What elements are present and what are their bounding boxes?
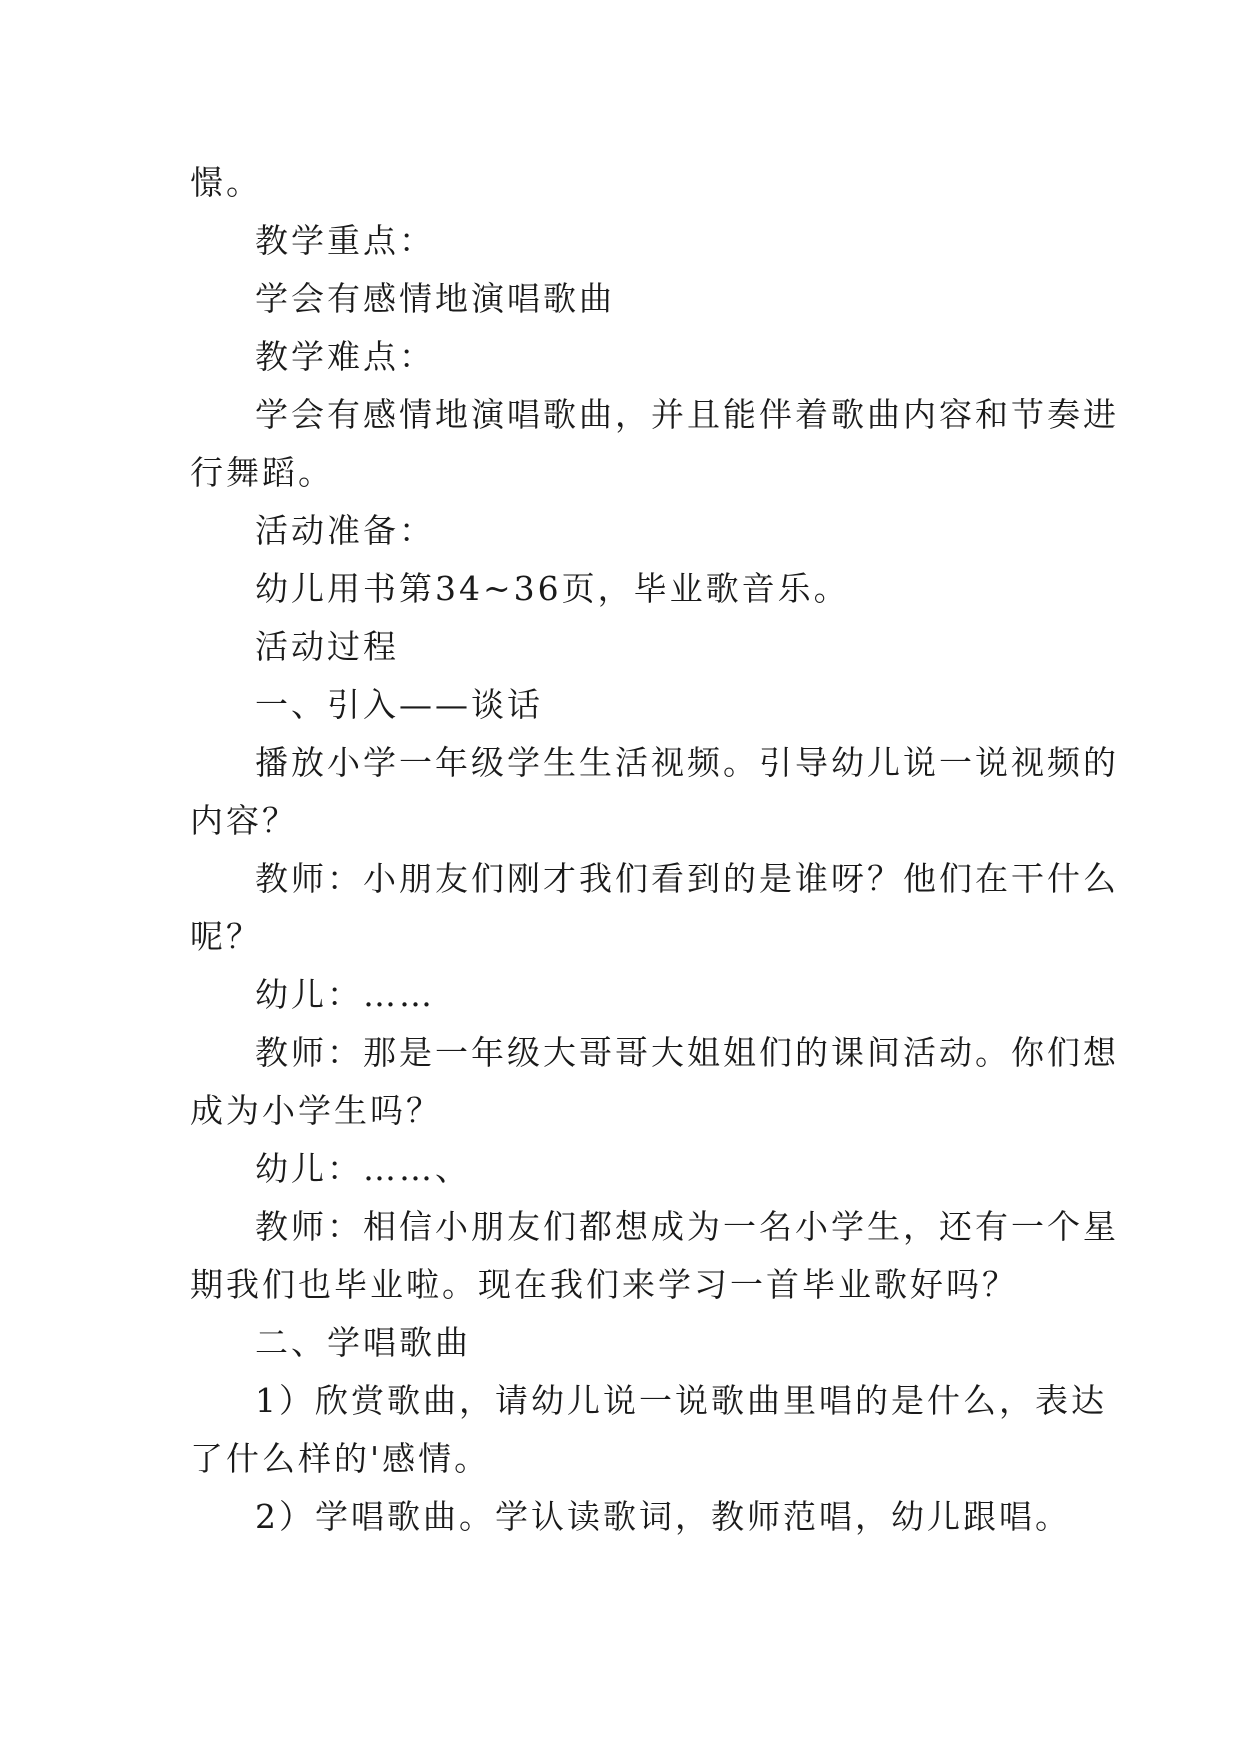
- text-line: 学会有感情地演唱歌曲，并且能伴着歌曲内容和节奏进: [255, 395, 1119, 434]
- text-line: 教学重点：: [255, 221, 435, 260]
- text-line: 呢？: [190, 917, 262, 956]
- text-line: 幼儿：……、: [255, 1149, 471, 1188]
- text-line: 教师：相信小朋友们都想成为一名小学生，还有一个星: [255, 1207, 1119, 1246]
- text-line: 憬。: [190, 163, 262, 202]
- text-line: 1）欣赏歌曲，请幼儿说一说歌曲里唱的是什么，表达: [255, 1381, 1107, 1420]
- text-line: 二、学唱歌曲: [255, 1323, 471, 1362]
- text-line: 教学难点：: [255, 337, 435, 376]
- text-line: 活动准备：: [255, 511, 435, 550]
- text-line: 活动过程: [255, 627, 399, 666]
- text-line: 一、引入——谈话: [255, 685, 543, 724]
- text-line: 内容？: [190, 801, 298, 840]
- text-line: 期我们也毕业啦。现在我们来学习一首毕业歌好吗？: [190, 1265, 1018, 1304]
- text-line: 教师：小朋友们刚才我们看到的是谁呀？他们在干什么: [255, 859, 1119, 898]
- text-line: 幼儿用书第34~36页，毕业歌音乐。: [255, 569, 850, 608]
- text-line: 2）学唱歌曲。学认读歌词，教师范唱，幼儿跟唱。: [255, 1497, 1071, 1536]
- text-line: 行舞蹈。: [190, 453, 334, 492]
- text-line: 了什么样的'感情。: [190, 1439, 491, 1478]
- text-line: 教师：那是一年级大哥哥大姐姐们的课间活动。你们想: [255, 1033, 1119, 1072]
- text-line: 成为小学生吗？: [190, 1091, 442, 1130]
- text-line: 幼儿：……: [255, 975, 435, 1014]
- text-line: 播放小学一年级学生生活视频。引导幼儿说一说视频的: [255, 743, 1119, 782]
- text-line: 学会有感情地演唱歌曲: [255, 279, 615, 318]
